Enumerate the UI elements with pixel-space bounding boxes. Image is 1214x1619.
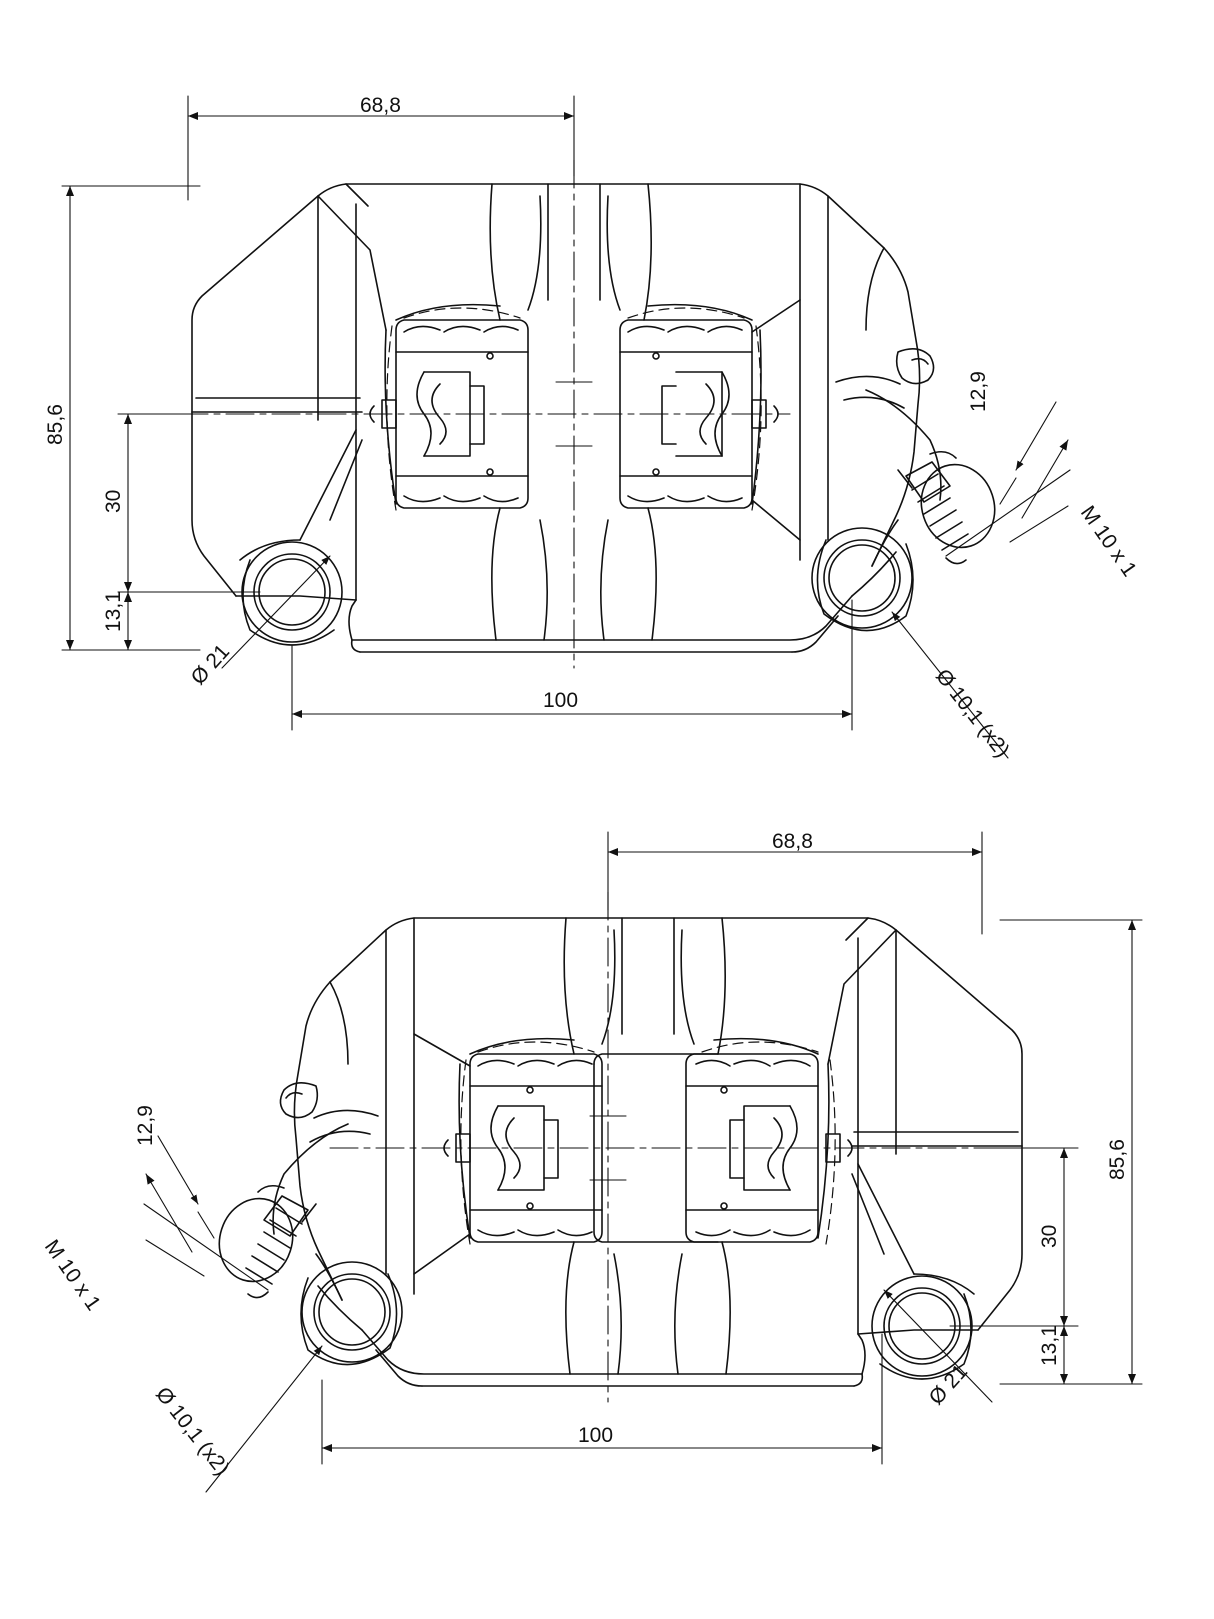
dim-leader-top-dia-10-1: Ø 10,1 (x2) [931,664,1014,762]
dim-leader-top-dia-21: Ø 21 [186,640,235,690]
dim-height-bot-13-1: 13,1 [1038,1325,1061,1366]
dim-leader-bot-thread: M 10 x 1 [39,1235,105,1315]
upper-view-geometry [180,160,1005,668]
dim-leader-top-thread: M 10 x 1 [1075,501,1141,581]
lower-view-geometry [209,892,1036,1402]
dim-width-bot-68-8: 68,8 [772,830,813,853]
dim-leader-top-12-9: 12,9 [967,371,990,412]
dim-leader-bot-dia-10-1: Ø 10,1 (x2) [151,1382,234,1480]
dim-height-top-13-1: 13,1 [102,591,125,632]
dim-height-bot-85-6: 85,6 [1106,1139,1129,1180]
dim-width-top-68-8: 68,8 [360,94,401,117]
dim-height-top-30: 30 [102,489,125,513]
dim-width-bot-100: 100 [578,1424,614,1447]
dim-width-top-100: 100 [543,689,579,712]
dim-leader-bot-12-9: 12,9 [134,1105,157,1146]
dim-height-bot-30: 30 [1038,1224,1061,1248]
dim-leader-bot-dia-21: Ø 21 [924,1360,973,1410]
dimension-text-layer [40,94,1141,1480]
dim-height-top-85-6: 85,6 [44,404,67,445]
